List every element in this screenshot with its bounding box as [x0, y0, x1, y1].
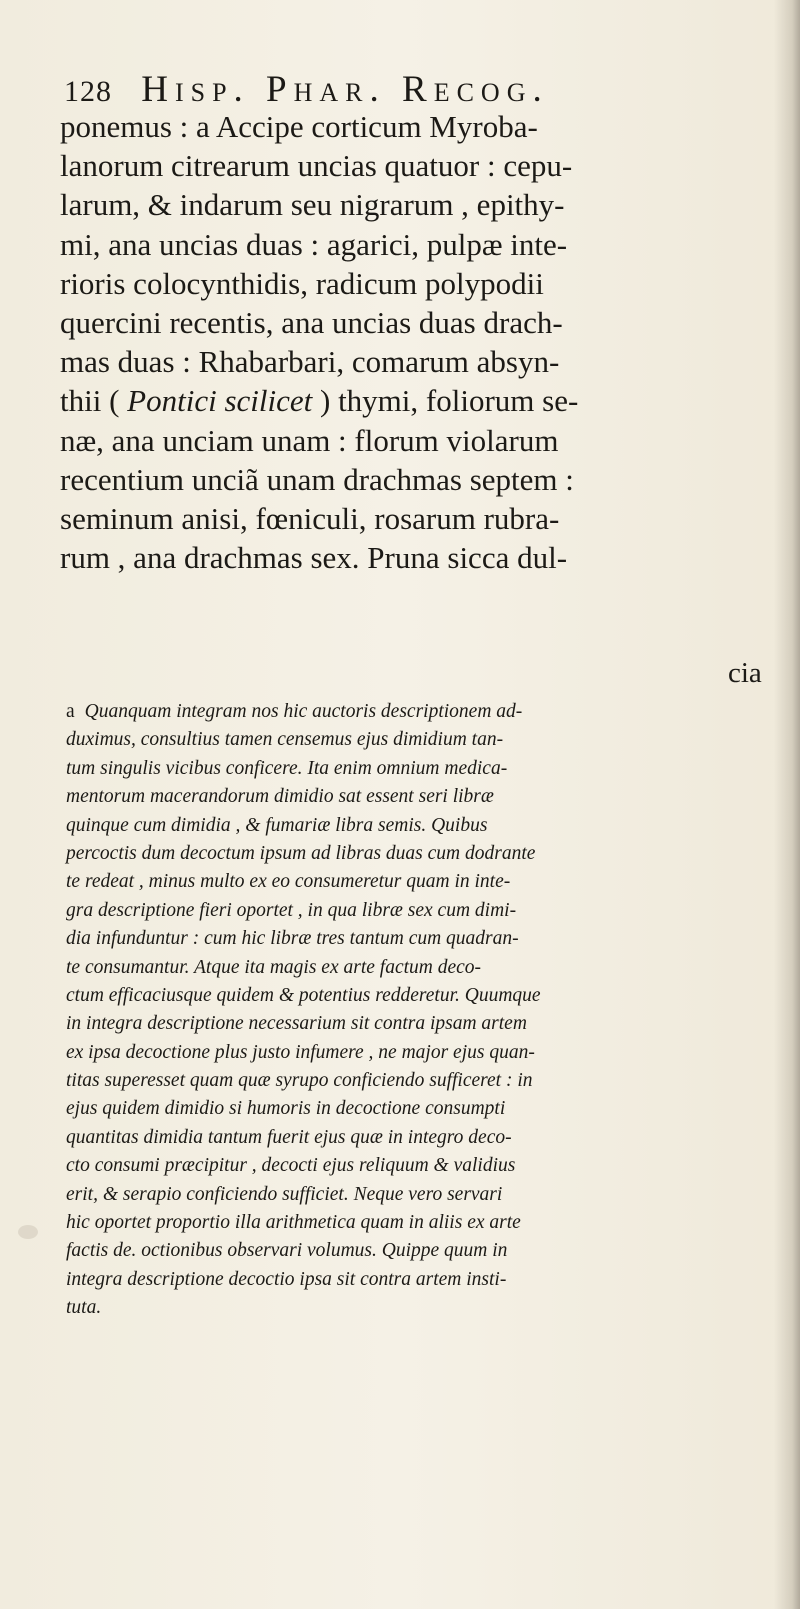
note-line: quantitas dimidia tantum fuerit ejus quæ in integro deco-	[66, 1126, 512, 1148]
text-line	[60, 381, 775, 420]
note-line: mentorum macerandorum dimidio sat essent seri libræ	[66, 786, 494, 808]
text-line: quercini recentis, ana uncias duas drach-	[60, 304, 563, 340]
running-header	[64, 70, 704, 112]
note-line: dia infunduntur : cum hic libræ tres tantum cum quadran-	[66, 928, 519, 950]
note-line: percoctis dum decoctum ipsum ad libras duas cum dodrante	[66, 842, 536, 864]
catchword: cia	[728, 657, 762, 689]
note-line: te redeat , minus multo ex eo consumeretur quam in inte-	[66, 871, 511, 893]
note-line: hic oportet proportio illa arithmetica quam in aliis ex arte	[66, 1212, 521, 1234]
note-line: in integra descriptione necessarium sit contra ipsam artem	[66, 1013, 527, 1035]
text-fragment: ) thymi, foliorum se-	[312, 383, 579, 419]
note-line: ctum efficaciusque quidem & potentius redderetur. Quumque	[66, 984, 541, 1006]
note-line: duximus, consultius tamen censemus ejus dimidium tan-	[66, 729, 504, 751]
note-line: erit, & serapio conficiendo sufficiet. Neque vero servari	[66, 1183, 503, 1205]
text-line: rum , ana drachmas sex. Pruna sicca dul-	[60, 540, 568, 576]
text-line: næ, ana unciam unam : florum violarum	[60, 422, 559, 458]
footnote-block	[66, 698, 786, 1323]
text-fragment: thii (	[60, 383, 128, 419]
running-title: Hisp. Phar. Recog.	[141, 69, 549, 110]
note-line: titas superesset quam quæ syrupo conficiendo sufficeret : in	[66, 1070, 533, 1092]
note-line: cto consumi præcipitur , decocti ejus reliquum & validius	[66, 1155, 516, 1177]
text-line: seminum anisi, fœniculi, rosarum rubra-	[60, 500, 560, 536]
note-line: gra descriptione fieri oportet , in qua libræ sex cum dimi-	[66, 899, 517, 921]
text-line: rioris colocynthidis, radicum polypodii	[60, 265, 544, 301]
text-line: mas duas : Rhabarbari, comarum absyn-	[60, 344, 560, 380]
note-text: Quanquam integram nos hic auctoris descriptionem ad-	[84, 701, 523, 722]
text-line: mi, ana uncias duas : agarici, pulpæ inte-	[60, 226, 568, 262]
note-line: ex ipsa decoctione plus justo infumere , ne major ejus quan-	[66, 1041, 535, 1063]
main-text	[60, 107, 775, 577]
note-line: quinque cum dimidia , & fumariæ libra semis. Quibus	[66, 814, 488, 836]
note-line: tum singulis vicibus conficere. Ita enim omnium medica-	[66, 757, 508, 779]
text-line: ponemus : a Accipe corticum Myroba-	[60, 109, 538, 144]
text-line: recentium unciã unam drachmas septem :	[60, 461, 574, 497]
note-line: te consumantur. Atque ita magis ex arte factum deco-	[66, 956, 482, 978]
text-line: larum, & indarum seu nigrarum , epithy-	[60, 187, 565, 223]
note-line: factis de. octionibus observari volumus. Quippe quum in	[66, 1240, 508, 1262]
text-line: lanorum citrearum uncias quatuor : cepu-	[60, 148, 573, 184]
note-line: integra descriptione decoctio ipsa sit contra artem insti-	[66, 1268, 507, 1290]
italic-phrase: Pontici scilicet	[127, 383, 313, 419]
paper-stain	[18, 1225, 38, 1239]
note-line: ejus quidem dimidio si humoris in decoctione consumpti	[66, 1098, 506, 1120]
note-line	[66, 698, 786, 726]
note-line: tuta.	[66, 1297, 102, 1319]
note-marker: a	[66, 701, 75, 722]
page-number: 128	[64, 75, 112, 108]
